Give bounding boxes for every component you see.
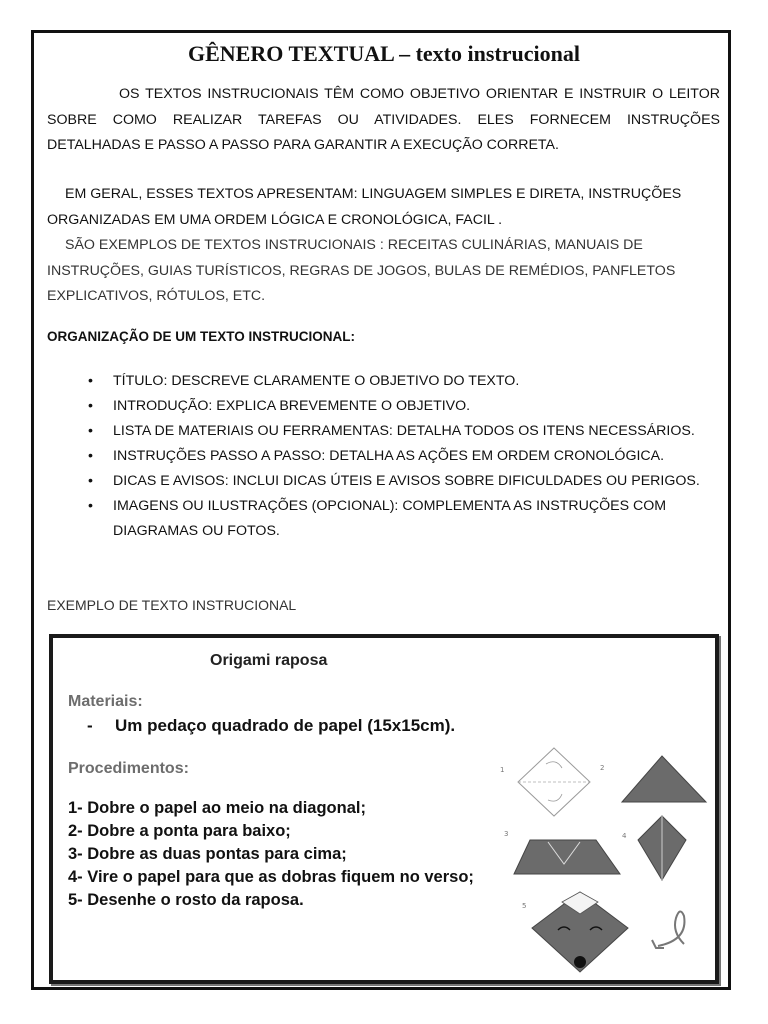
- bullet-icon: •: [88, 373, 93, 389]
- materials-heading: Materiais:: [68, 693, 143, 710]
- examples-paragraph: SÃO EXEMPLOS DE TEXTOS INSTRUCIONAIS : RECEITAS CULINÁRIAS, MANUAIS DE INSTRUÇÕES, GUIAS TURÍSTICOS, REGRAS DE JOGOS, BULAS DE REMÉDIOS, PANFLETOS EXPLICATIVOS, RÓTULOS, ETC.: [47, 237, 676, 304]
- list-item: [88, 469, 728, 494]
- example-label: EXEMPLO DE TEXTO INSTRUCIONAL: [47, 597, 297, 613]
- origami-step4-icon: [622, 816, 686, 880]
- origami-step5-icon: [522, 892, 628, 972]
- step-number: 1: [500, 766, 505, 774]
- procedures-heading: Procedimentos:: [68, 760, 189, 777]
- characteristics-paragraph: EM GERAL, ESSES TEXTOS APRESENTAM: LINGUAGEM SIMPLES E DIRETA, INSTRUÇÕES ORGANIZADAS EM UMA ORDEM LÓGICA E CRONOLÓGICA, FACIL .: [47, 186, 682, 228]
- dash-icon: -: [87, 716, 93, 735]
- curved-arrow-icon: [652, 911, 684, 948]
- list-item: [88, 419, 728, 444]
- step-number: 4: [622, 832, 627, 840]
- list-item-text: DICAS E AVISOS: INCLUI DICAS ÚTEIS E AVISOS SOBRE DIFICULDADES OU PERIGOS.: [113, 473, 700, 489]
- intro-paragraph: OS TEXTOS INSTRUCIONAIS TÊM COMO OBJETIVO ORIENTAR E INSTRUIR O LEITOR SOBRE COMO REALIZAR TAREFAS OU ATIVIDADES. ELES FORNECEM INSTRUÇÕES DETALHADAS E PASSO A PASSO PARA GARANTIR A EXECUÇÃO CORRETA.: [47, 86, 720, 153]
- organization-heading: ORGANIZAÇÃO DE UM TEXTO INSTRUCIONAL:: [47, 329, 355, 344]
- bullet-icon: •: [88, 423, 93, 439]
- list-item: [88, 369, 728, 394]
- list-item-text: INSTRUÇÕES PASSO A PASSO: DETALHA AS AÇÕES EM ORDEM CRONOLÓGICA.: [113, 448, 665, 464]
- list-item-text: LISTA DE MATERIAIS OU FERRAMENTAS: DETALHA TODOS OS ITENS NECESSÁRIOS.: [113, 423, 695, 439]
- list-item-text: TÍTULO: DESCREVE CLARAMENTE O OBJETIVO DO TEXTO.: [113, 373, 520, 389]
- bullet-icon: •: [88, 498, 93, 514]
- procedure-step: 4- Vire o papel para que as dobras fiquem no verso;: [68, 868, 474, 886]
- materials-item-text: Um pedaço quadrado de papel (15x15cm).: [115, 716, 456, 735]
- bullet-icon: •: [88, 448, 93, 464]
- list-item: [88, 444, 728, 469]
- materials-item: [87, 716, 455, 736]
- origami-step1-icon: [500, 748, 590, 816]
- bullet-icon: •: [88, 398, 93, 414]
- bullet-icon: •: [88, 473, 93, 489]
- page-title: GÊNERO TEXTUAL – texto instrucional: [188, 41, 580, 66]
- procedure-step: 3- Dobre as duas pontas para cima;: [68, 845, 347, 863]
- origami-fox-diagram: [496, 742, 716, 974]
- procedure-step: 1- Dobre o papel ao meio na diagonal;: [68, 799, 366, 817]
- list-item: [88, 394, 728, 419]
- origami-step2-icon: [600, 756, 706, 802]
- origami-step3-icon: [504, 830, 620, 874]
- example-title: Origami raposa: [210, 652, 328, 669]
- procedure-step: 2- Dobre a ponta para baixo;: [68, 822, 291, 840]
- list-item-text: INTRODUÇÃO: EXPLICA BREVEMENTE O OBJETIVO.: [113, 398, 471, 414]
- step-number: 5: [522, 902, 527, 910]
- procedure-step: 5- Desenhe o rosto da raposa.: [68, 891, 304, 909]
- list-item: [88, 494, 728, 544]
- step-number: 2: [600, 764, 605, 772]
- organization-list: [88, 369, 728, 544]
- procedure-steps: [68, 797, 498, 912]
- list-item-text: IMAGENS OU ILUSTRAÇÕES (OPCIONAL): COMPLEMENTA AS INSTRUÇÕES COM DIAGRAMAS OU FOTOS.: [113, 498, 667, 539]
- step-number: 3: [504, 830, 509, 838]
